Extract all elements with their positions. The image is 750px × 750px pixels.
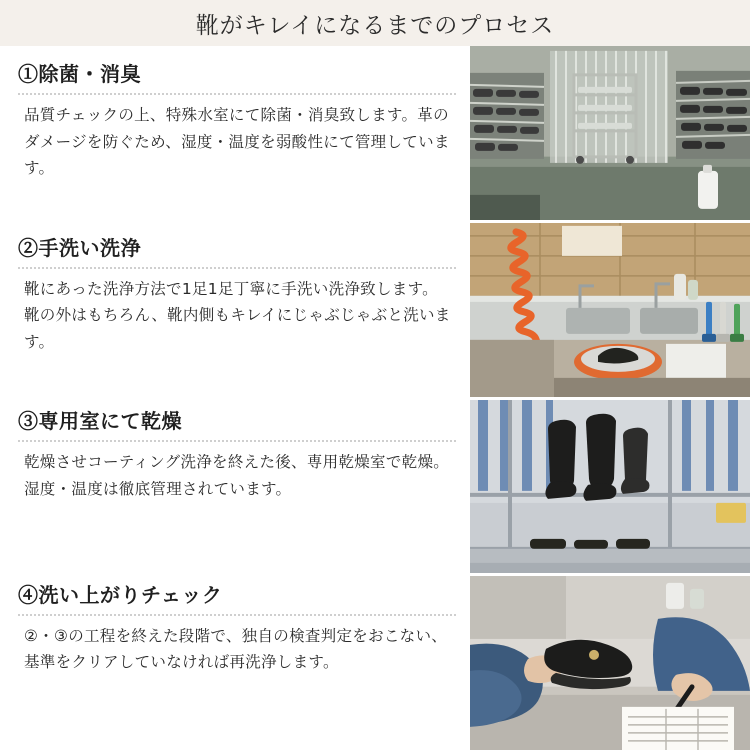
step-3-divider [18,440,456,442]
step-4-divider [18,614,456,616]
step-3-heading: ③専用室にて乾燥 [18,409,182,433]
step-1-body: 品質チェックの上、特殊水室にて除菌・消臭致します。革のダメージを防ぐため、湿度・温度を弱酸性にて管理しています。 [24,106,450,178]
step-2-divider [18,267,456,269]
step-4-body: ②・③の工程を終えた段階で、独自の検査判定をおこない、基準をクリアしていなければ再洗浄します。 [24,626,448,672]
step-3-body: 乾燥させコーティング洗浄を終えた後、専用乾燥室で乾燥。湿度・温度は徹底管理されています。 [24,453,450,498]
step-4-heading: ④洗い上がりチェック [18,582,223,607]
photo-sanitizing-room [470,46,750,223]
step-1 [18,56,456,230]
page-header [0,0,750,46]
step-2 [18,230,456,404]
page-title: 靴がキレイになるまでのプロセス [195,12,555,39]
photo-final-inspection [470,576,750,750]
photo-drying-room-boots [470,400,750,577]
step-2-body: 靴にあった洗浄方法で1足1足丁寧に手洗い洗浄致します。靴の外はもちろん、靴内側もキレイにじゃぶじゃぶと洗います。 [24,279,451,351]
step-1-divider [18,93,456,95]
photos-column [470,46,750,750]
step-2-heading: ②手洗い洗浄 [18,235,141,260]
steps-column [0,46,470,750]
step-4 [18,577,456,750]
step-3 [18,403,456,577]
step-1-heading: ①除菌・消臭 [18,62,141,86]
content-area [0,46,750,750]
photo-hand-washing-sink [470,223,750,400]
